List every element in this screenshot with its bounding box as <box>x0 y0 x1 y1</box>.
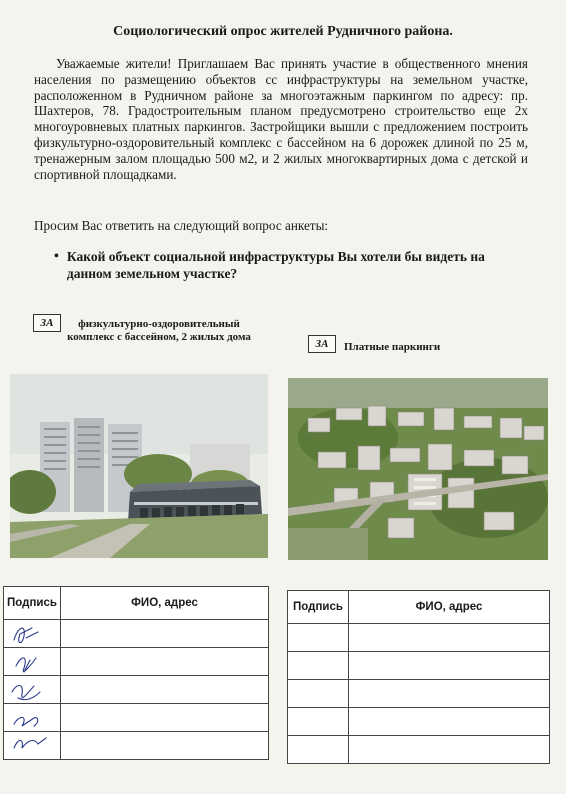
intro-paragraph: Уважаемые жители! Приглашаем Вас принять участие в общественного мнения населения по размещению объектов сс инфраструктуры на земельном участке, расположенном в Рудничном районе за многоэтажным паркингом по адресу: пр. Шахтеров, 78. Градостроительным планом предусмотрено строительство еще 2х многоуровневых платных паркингов. Застройщики вышли с предложением построить физкультурно-оздоровительный комплекс с бассейном на 6 дорожек длиной по 25 м, тренажерным залом площадью 500 м2, и 2 жилых многоквартирных дома с детской и спортивной площадками. <box>34 56 528 182</box>
district-aerial-rendering <box>288 378 548 560</box>
signature-cell[interactable] <box>288 708 349 736</box>
question-text: Какой объект социальной инфраструктуры Вы хотели бы видеть на данном земельном участке? <box>66 249 485 281</box>
sports-complex-rendering <box>10 374 268 558</box>
option-1-label: физкультурно-оздоровительный комплекс с бассейном, 2 жилых дома <box>67 318 251 343</box>
table-row <box>288 652 550 680</box>
table-row <box>288 708 550 736</box>
column-header-name-address: ФИО, адрес <box>61 587 269 620</box>
handwritten-signatures <box>4 620 56 760</box>
name-address-cell[interactable] <box>349 624 550 652</box>
ask-text: Просим Вас ответить на следующий вопрос анкеты: <box>34 218 329 233</box>
name-address-cell[interactable] <box>61 648 269 676</box>
name-address-cell[interactable] <box>349 652 550 680</box>
name-address-cell[interactable] <box>61 676 269 704</box>
table-row <box>288 680 550 708</box>
option-2-label: Платные паркинги <box>344 341 441 353</box>
column-header-name-address: ФИО, адрес <box>349 591 550 624</box>
name-address-cell[interactable] <box>61 732 269 760</box>
bullet-icon: • <box>54 249 59 264</box>
table-row <box>288 624 550 652</box>
column-header-signature: Подпись <box>4 587 61 620</box>
name-address-cell[interactable] <box>349 680 550 708</box>
name-address-cell[interactable] <box>61 704 269 732</box>
signature-cell[interactable] <box>288 652 349 680</box>
sports-complex-image <box>10 374 268 558</box>
option-1-vote-box[interactable]: ЗА <box>33 314 61 332</box>
signature-cell[interactable] <box>288 736 349 764</box>
signature-table-right <box>287 590 550 764</box>
name-address-cell[interactable] <box>61 620 269 648</box>
survey-question <box>54 248 524 282</box>
name-address-cell[interactable] <box>349 708 550 736</box>
district-aerial-image <box>288 378 548 560</box>
table-row <box>288 736 550 764</box>
name-address-cell[interactable] <box>349 736 550 764</box>
signature-cell[interactable] <box>288 624 349 652</box>
page-title: Социологический опрос жителей Рудничного района. <box>113 24 453 39</box>
option-2-vote-box[interactable]: ЗА <box>308 335 336 353</box>
signature-cell[interactable] <box>288 680 349 708</box>
column-header-signature: Подпись <box>288 591 349 624</box>
